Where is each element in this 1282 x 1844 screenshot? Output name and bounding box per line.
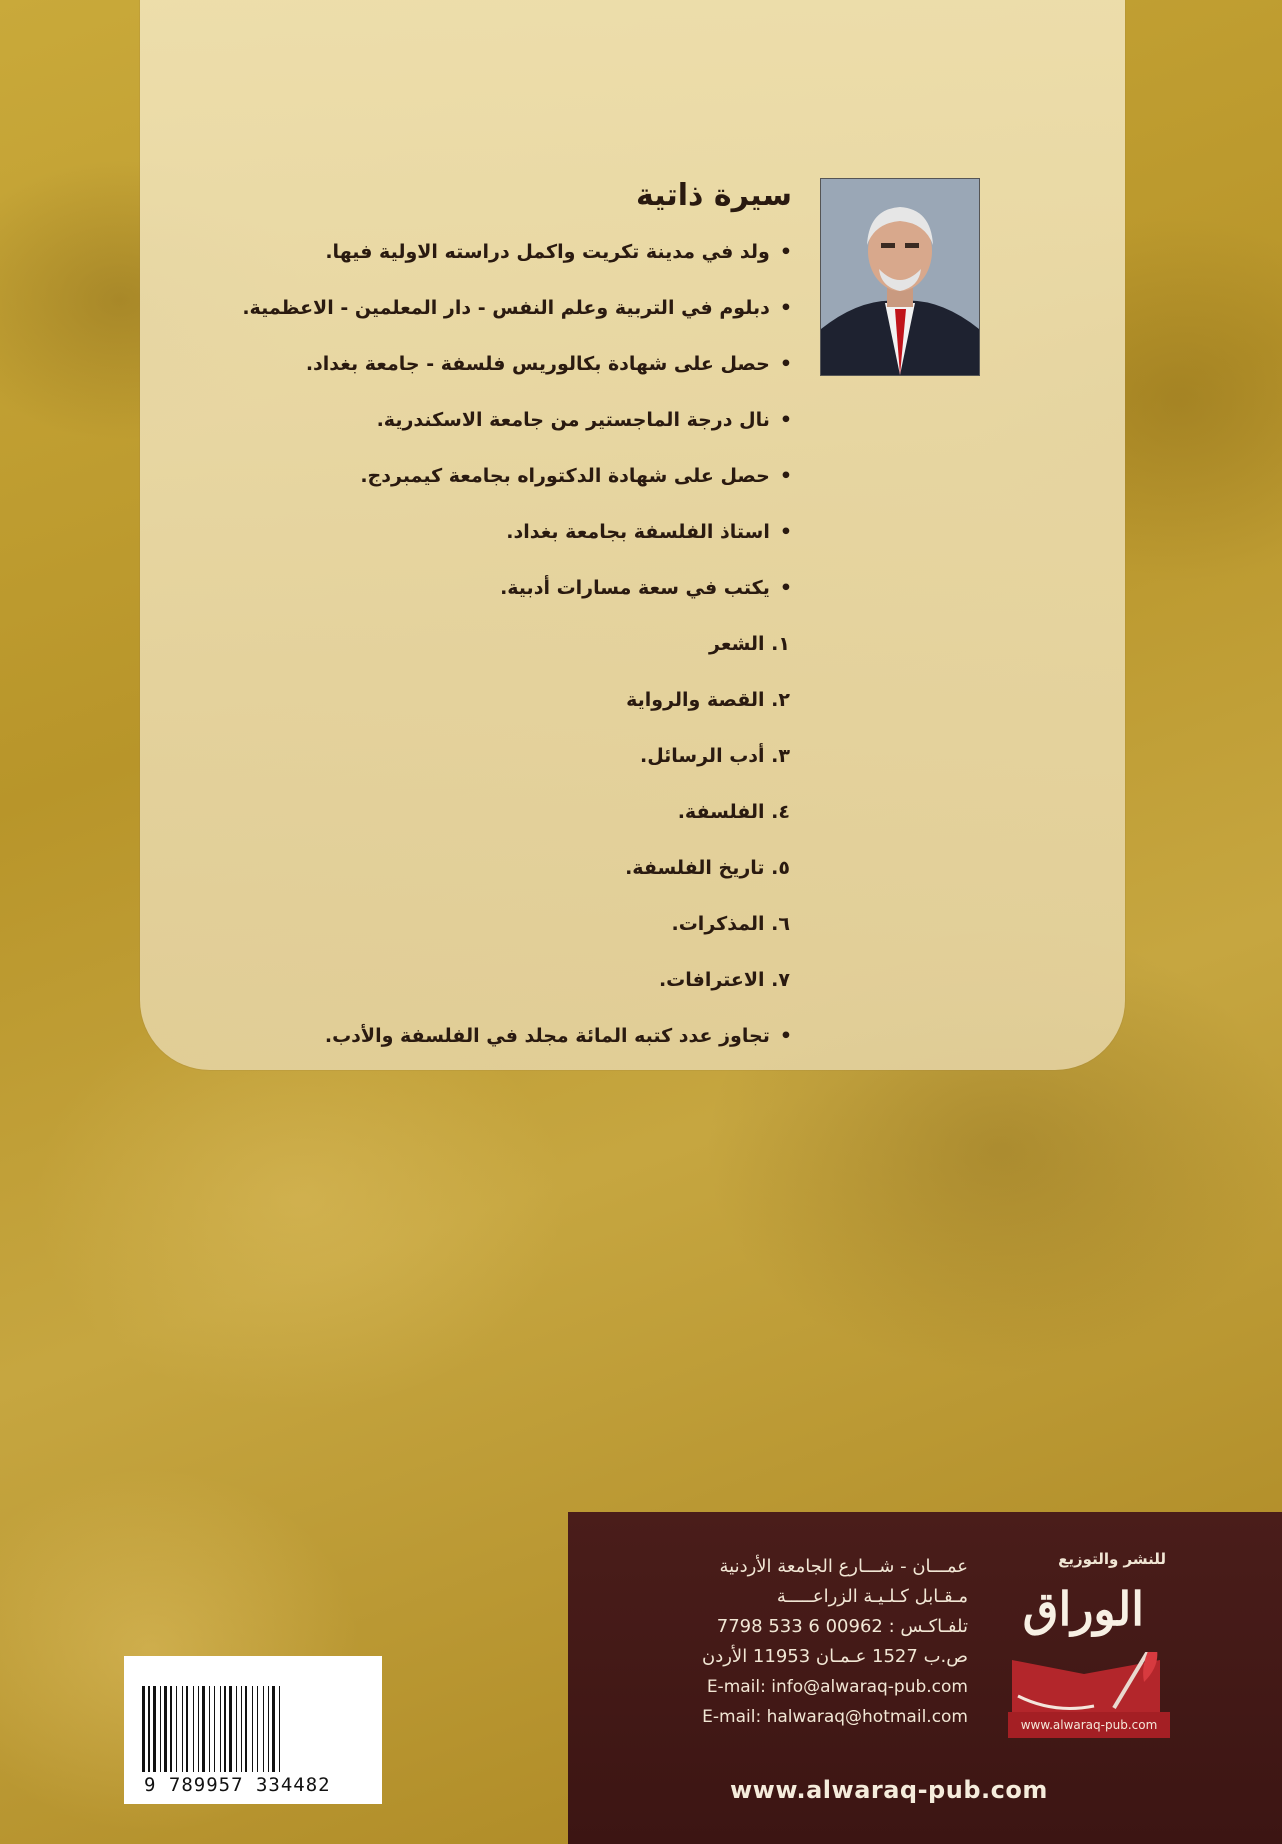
website-link[interactable]: www.alwaraq-pub.com <box>730 1776 1048 1804</box>
logo-url-badge: www.alwaraq-pub.com <box>1008 1712 1170 1738</box>
barcode-bar <box>198 1686 199 1772</box>
barcode-bar <box>209 1686 210 1772</box>
barcode-bar <box>252 1686 253 1772</box>
bio-item: • ولد في مدينة تكريت واكمل دراسته الاولية فيها. <box>72 230 792 286</box>
barcode-bar <box>142 1686 145 1772</box>
barcode-bar <box>257 1686 258 1772</box>
bio-item: • دبلوم في التربية وعلم النفس - دار المعلمين - الاعظمية. <box>72 286 792 342</box>
address-line: عمـــان - شـــارع الجامعة الأردنية <box>719 1556 968 1577</box>
barcode-bar <box>279 1686 280 1772</box>
track-item: ٣. أدب الرسائل. <box>639 745 790 767</box>
barcode-bar <box>170 1686 172 1772</box>
barcode-bar <box>224 1686 226 1772</box>
barcode-bar <box>272 1686 275 1772</box>
barcode-bar <box>214 1686 215 1772</box>
logo-tagline: للنشر والتوزيع <box>1058 1550 1166 1568</box>
barcode-bar <box>245 1686 247 1772</box>
bio-item: • استاذ الفلسفة بجامعة بغداد. <box>72 510 792 566</box>
barcode-bar <box>220 1686 221 1772</box>
barcode-bar <box>148 1686 150 1772</box>
author-photo <box>820 178 980 376</box>
publisher-logo <box>1004 1542 1166 1738</box>
address-line: مـقـابل كـلـيـة الزراعـــــة <box>776 1586 968 1607</box>
barcode-bar <box>176 1686 177 1772</box>
publisher-contact <box>608 1552 968 1732</box>
bio-item: • حصل على شهادة الدكتوراه بجامعة كيمبردج. <box>72 454 792 510</box>
track-item: ٤. الفلسفة. <box>677 801 790 823</box>
email-line: E-mail: halwaraq@hotmail.com <box>702 1707 968 1727</box>
po-box-line: ص.ب 1527 عـمـان 11953 الأردن <box>702 1646 968 1667</box>
barcode-icon <box>140 1686 366 1772</box>
bio-final-item: • تجاوز عدد كتبه المائة مجلد في الفلسفة والأدب. <box>72 1014 792 1070</box>
barcode-bar <box>236 1686 237 1772</box>
bio-list <box>72 230 792 1070</box>
barcode-bar <box>160 1686 161 1772</box>
barcode-bar <box>153 1686 156 1772</box>
isbn-number: 9 789957 334482 <box>144 1774 331 1796</box>
bio-item: • حصل على شهادة بكالوريس فلسفة - جامعة بغداد. <box>72 342 792 398</box>
barcode-bar <box>186 1686 188 1772</box>
bio-item: • يكتب في سعة مسارات أدبية. <box>72 566 792 622</box>
barcode-bar <box>193 1686 194 1772</box>
barcode-bar <box>229 1686 232 1772</box>
barcode-bar <box>263 1686 264 1772</box>
bio-title: سيرة ذاتية <box>636 178 792 213</box>
barcode-bar <box>182 1686 183 1772</box>
track-item: ٧. الاعترافات. <box>658 969 790 991</box>
track-item: ١. الشعر <box>709 633 790 655</box>
phone-line: تلفـاكـس : 00962 6 533 7798 <box>716 1616 968 1637</box>
barcode-bar <box>241 1686 242 1772</box>
barcode-bar <box>268 1686 269 1772</box>
barcode-bar <box>164 1686 167 1772</box>
logo-name: الوراق <box>1022 1582 1144 1636</box>
barcode <box>124 1656 382 1804</box>
track-item: ٦. المذكرات. <box>671 913 790 935</box>
quill-book-icon <box>1004 1652 1170 1714</box>
barcode-bar <box>202 1686 205 1772</box>
track-item: ٥. تاريخ الفلسفة. <box>625 857 790 879</box>
author-portrait-icon <box>821 179 979 375</box>
email-line: E-mail: info@alwaraq-pub.com <box>706 1677 968 1697</box>
bio-item: • نال درجة الماجستير من جامعة الاسكندرية. <box>72 398 792 454</box>
track-item: ٢. القصة والرواية <box>626 689 790 711</box>
